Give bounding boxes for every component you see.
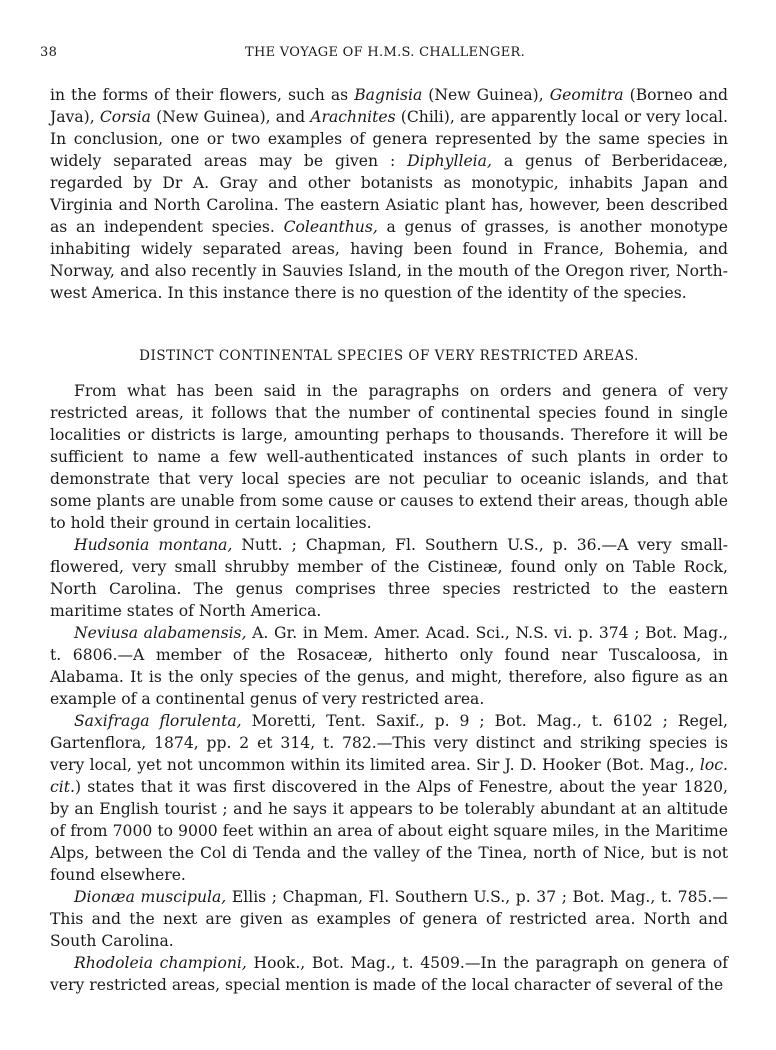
page-header [40, 45, 730, 65]
page-number: 38 [40, 45, 58, 60]
paragraph-neviusa [50, 622, 728, 710]
text-run: (Borneo and Java), [50, 86, 729, 126]
paragraph-intro: From what has been said in the paragraphs on orders and genera of very restricted areas, it follows that the number of continental species found in single localities or districts is large, amounting perhaps to thousands. Therefore it will be sufficient to name a few well-authenticated instances of such plants in order to demonstrate that very local species are not peculiar to oceanic islands, and that some plants are unable from some cause or causes to extend their areas, though able to hold their ground in certain localities. [50, 382, 728, 532]
genus-name: Bagnisia [354, 86, 423, 104]
text-run: Nutt. ; Chapman, Fl. Southern U.S., p. 36.—A very small-flowered, very small shrubby member of the Cistineæ, found only on Table Rock, North Carolina. The genus comprises three species restricted to the eastern maritime states of North America. [50, 536, 728, 620]
paragraph-continuation [50, 84, 728, 304]
paragraph-rhodoleia [50, 952, 728, 996]
text-run: in the forms of their flowers, such as [50, 86, 355, 104]
text-run: a genus of grasses, is another monotype inhabiting widely separated areas, having been found in France, Bohemia, and Norway, and also recently in Sauvies Island, in the mouth of the Oregon river, North-west America. In this instance there is no question of the identity of the species. [50, 218, 728, 302]
genus-name: Corsia [99, 108, 151, 126]
text-run: (Chili), are apparently local or very local. In conclusion, one or two examples of genera represented by the same species in widely separated areas may be given : [50, 108, 728, 170]
citation-abbrev: loc. cit. [50, 756, 728, 796]
text-run: (New Guinea), and [150, 108, 311, 126]
genus-name: Geomitra [549, 86, 624, 104]
text-run: A. Gr. in Mem. Amer. Acad. Sci., N.S. vi. p. 374 ; Bot. Mag., t. 6806.—A member of the Rosaceæ, hitherto only found near Tuscaloosa, in Alabama. It is the only species of the genus, and might, therefore, also figure as an example of a continental genus of very restricted area. [50, 624, 728, 708]
species-name: Neviusa alabamensis, [74, 624, 247, 642]
text-run: Moretti, Tent. Saxif., p. 9 ; Bot. Mag., t. 6102 ; Regel, Gartenflora, 1874, pp. 2 et 314, t. 782.—This very distinct and striking species is very local, yet not uncommon within its limited area. Sir J. D. Hooker (Bot. Mag., [50, 712, 728, 774]
text-run: Ellis ; Chapman, Fl. Southern U.S., p. 37 ; Bot. Mag., t. 785.—This and the next are given as examples of genera of restricted area. North and South Carolina. [50, 888, 728, 950]
text-run: ) states that it was first discovered in the Alps of Fenestre, about the year 1820, by an English tourist ; and he says it appears to be tolerably abundant at an altitude of from 7000 to 9000 feet within an area of about eight square miles, in the Maritime Alps, between the Col di Tenda and the valley of the Tinea, north of Nice, but is not found elsewhere. [50, 778, 728, 884]
paragraph-dionaea [50, 886, 728, 952]
species-name: Dionæa muscipula, [74, 888, 227, 906]
genus-name: Arachnites [310, 108, 396, 126]
text-run: Hook., Bot. Mag., t. 4509.—In the paragraph on genera of very restricted areas, special mention is made of the local character of several of the [50, 954, 728, 994]
paragraph-saxifraga [50, 710, 728, 886]
species-name: Rhodoleia championi, [74, 954, 247, 972]
body-text [50, 84, 728, 996]
section-heading: DISTINCT CONTINENTAL SPECIES OF VERY RESTRICTED AREAS. [139, 348, 639, 364]
species-name: Saxifraga florulenta, [74, 712, 242, 730]
species-name: Hudsonia montana, [74, 536, 233, 554]
genus-name: Coleanthus, [283, 218, 378, 236]
text-run: a genus of Berberidaceæ, regarded by Dr A. Gray and other botanists as monotypic, inhabits Japan and Virginia and North Carolina. The eastern Asiatic plant has, however, been described as an independent species. [50, 152, 728, 236]
text-run: (New Guinea), [422, 86, 550, 104]
running-title: THE VOYAGE OF H.M.S. CHALLENGER. [244, 45, 526, 60]
genus-name: Diphylleia, [407, 152, 492, 170]
paragraph-hudsonia [50, 534, 728, 622]
